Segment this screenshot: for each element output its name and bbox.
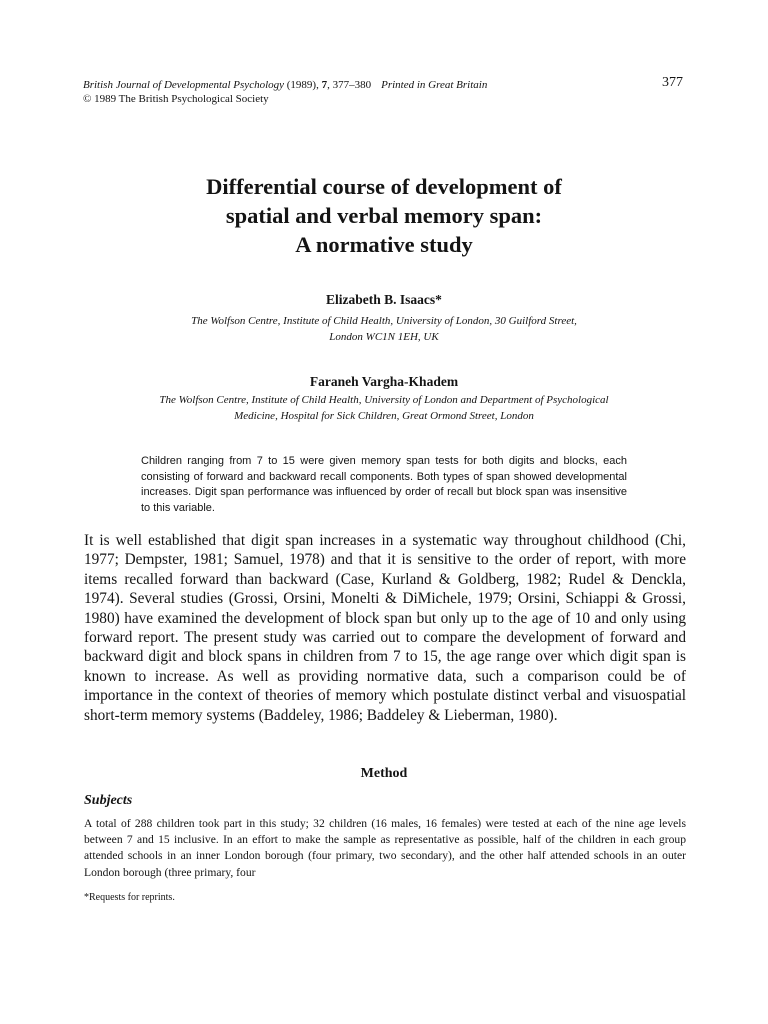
citation-line: [83, 78, 487, 92]
title-line: Differential course of development of: [206, 174, 562, 199]
subjects-paragraph: A total of 288 children took part in this study; 32 children (16 males, 16 females) were tested at each of the nine age levels between 7 and 15 inclusive. In an effort to make the sample as representative as possible, half of the children in each group attended schools in an inner London borough (four primary, two secondary), and the other half attended schools in an outer London borough (three primary, four: [84, 817, 686, 879]
section-heading-method: Method: [360, 766, 408, 781]
author-name: Elizabeth B. Isaacs*: [326, 292, 442, 307]
page-range: , 377–380: [327, 79, 372, 91]
author-affiliation: [84, 313, 684, 345]
intro-paragraph: It is well established that digit span increases in a systematic way throughout childhood (Chi, 1977; Dempster, 1981; Samuel, 1978) and that it is sensitive to the order of report, with more items recalled forward than backward (Case, Kurland & Goldberg, 1982; Rudel & Denckla, 1974). Several studies (Grossi, Orsini, Monelti & DiMichele, 1979; Orsini, Schiappi & Grossi, 1980) have examined the development of block span but only up to the age of 10 and only using forward report. The present study was carried out to compare the development of forward and backward digit and block spans in children from 7 to 15, the age range over which digit span is known to increase. As well as providing normative data, such a comparison could be of importance in the context of theories of memory which postulate distinct verbal and visuospatial short-term memory systems (Baddeley, 1986; Baddeley & Lieberman, 1980).: [84, 532, 686, 724]
printed-in: Printed in Great Britain: [381, 79, 488, 91]
title-line: spatial and verbal memory span:: [225, 203, 543, 228]
footnote: *Requests for reprints.: [84, 892, 175, 903]
author-affiliation: [84, 392, 684, 424]
subheading-subjects: Subjects: [84, 793, 133, 808]
affiliation-line: The Wolfson Centre, Institute of Child Health, University of London, 30 Guilford Street,: [191, 315, 577, 327]
title-line: A normative study: [295, 232, 473, 257]
affiliation-line: London WC1N 1EH, UK: [329, 331, 439, 343]
copyright-line: © 1989 The British Psychological Society: [83, 93, 269, 105]
author-name: Faraneh Vargha-Khadem: [309, 374, 459, 389]
citation-year: (1989),: [284, 79, 322, 91]
affiliation-line: The Wolfson Centre, Institute of Child Health, University of London and Department of Psychological: [159, 394, 609, 406]
paper-title: [84, 172, 684, 259]
journal-name: British Journal of Developmental Psychology: [83, 79, 285, 91]
affiliation-line: Medicine, Hospital for Sick Children, Great Ormond Street, London: [234, 410, 534, 422]
volume-number: 7: [321, 79, 328, 91]
running-head: [83, 75, 683, 106]
page-number: 377: [662, 75, 683, 90]
abstract: Children ranging from 7 to 15 were given memory span tests for both digits and blocks, each consisting of forward and backward recall components. Both types of span showed developmental increases. Digit span performance was influenced by order of recall but block span was insensitive to this variable.: [141, 455, 627, 514]
